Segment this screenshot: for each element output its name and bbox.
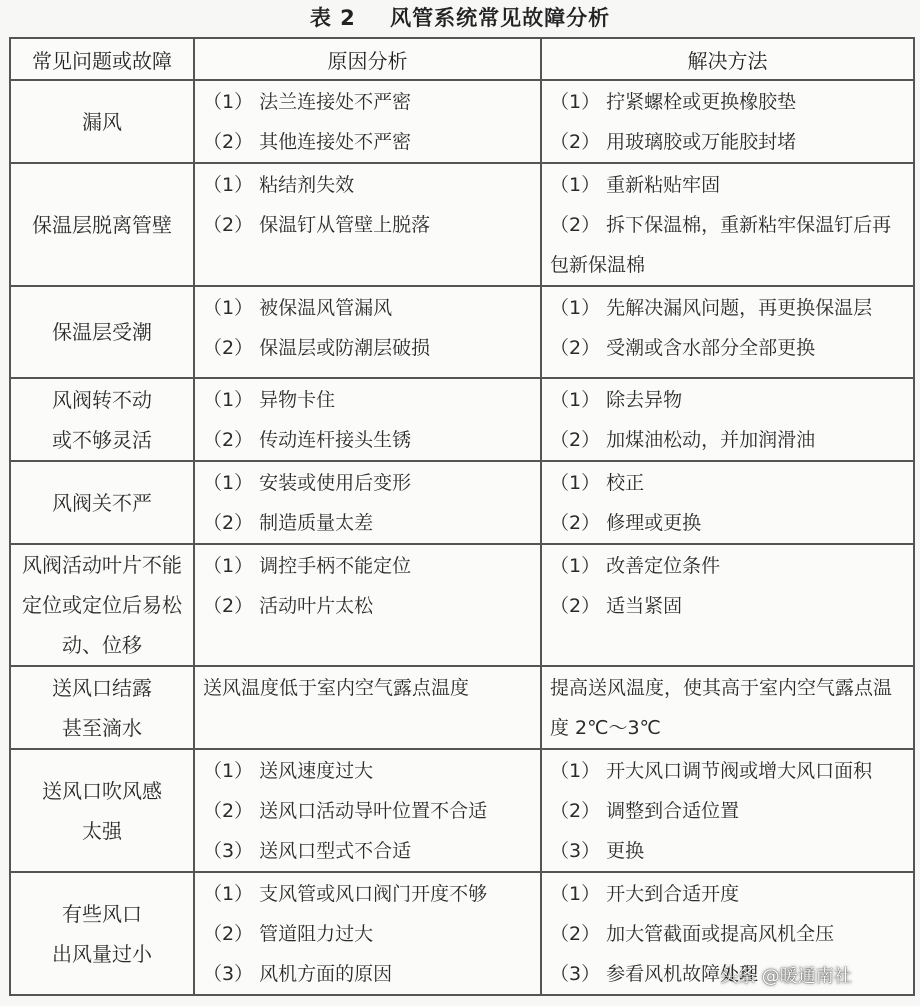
problem-text: 太强 (82, 818, 122, 843)
solution-item (550, 874, 905, 914)
cause-cell (194, 872, 541, 995)
item-text: 加煤油松动，并加润滑油 (606, 429, 816, 451)
problem-text: 保温层受潮 (52, 320, 152, 344)
problem-text: 出风量过小 (52, 941, 152, 966)
item-text: 被保温风管漏风 (259, 297, 393, 319)
solution-item (550, 122, 905, 162)
item-number: （2） (203, 429, 254, 451)
item-number: （1） (203, 760, 254, 782)
item-text: 调控手柄不能定位 (259, 555, 412, 577)
item-number: （3） (203, 840, 254, 862)
solution-item (550, 751, 905, 791)
problem-cell (10, 749, 194, 872)
table-row (10, 666, 914, 749)
solution-cell (541, 80, 914, 163)
cause-item (203, 82, 532, 122)
problem-cell (10, 666, 194, 749)
item-number: （1） (550, 91, 601, 113)
cause-item (203, 165, 532, 205)
problem-text: 风阀转不动 (52, 387, 152, 412)
solution-cell (541, 286, 914, 378)
item-text: 更换 (606, 840, 645, 862)
problem-cell (10, 461, 194, 544)
fault-analysis-table (9, 37, 915, 996)
cause-item (203, 288, 532, 328)
item-text: 修理或更换 (606, 512, 702, 534)
cause-item (203, 546, 532, 586)
watermark: 头条 @暖通南社 (720, 966, 852, 987)
item-number: （1） (550, 472, 601, 494)
solution-item (550, 586, 905, 626)
item-text: 送风口活动导叶位置不合适 (259, 800, 488, 822)
cause-item (203, 874, 532, 914)
cause-item (203, 751, 532, 791)
cause-item (203, 668, 532, 708)
table-caption (0, 2, 920, 34)
cause-item (203, 831, 532, 871)
cause-cell (194, 286, 541, 378)
item-number: （1） (203, 883, 254, 905)
cause-cell (194, 378, 541, 461)
item-number: （2） (550, 429, 601, 451)
item-number: （1） (203, 174, 254, 196)
cause-item (203, 954, 532, 994)
problem-text: 甚至滴水 (62, 715, 142, 740)
solution-item (550, 82, 905, 122)
item-text: 粘结剂失效 (259, 174, 355, 196)
item-text: 开大到合适开度 (606, 883, 740, 905)
item-number: （1） (203, 389, 254, 411)
solution-item (550, 503, 905, 543)
item-text: 适当紧固 (606, 595, 683, 617)
problem-cell (10, 378, 194, 461)
solution-item (550, 668, 905, 748)
solution-cell (541, 544, 914, 666)
item-number: （2） (550, 595, 601, 617)
item-number: （2） (203, 131, 254, 153)
cause-cell (194, 163, 541, 286)
problem-text: 保温层脱离管壁 (32, 212, 172, 237)
header-problem: 常见问题或故障 (10, 38, 194, 80)
item-text: 送风温度低于室内空气露点温度 (203, 677, 470, 699)
item-number: （1） (550, 883, 601, 905)
item-number: （1） (550, 555, 601, 577)
item-number: （1） (203, 91, 254, 113)
item-number: （2） (550, 337, 601, 359)
item-text: 拆下保温棉，重新粘牢保温钉后再包新保温棉 (550, 214, 892, 276)
cause-cell (194, 461, 541, 544)
item-text: 风机方面的原因 (259, 963, 393, 985)
item-text: 受潮或含水部分全部更换 (606, 337, 816, 359)
item-number: （1） (550, 174, 601, 196)
item-text: 传动连杆接头生锈 (259, 429, 412, 451)
solution-item (550, 328, 905, 368)
table-row (10, 286, 914, 378)
problem-text: 或不够灵活 (52, 427, 152, 452)
table-row (10, 378, 914, 461)
table-row (10, 544, 914, 666)
item-number: （2） (550, 923, 601, 945)
item-text: 校正 (606, 472, 645, 494)
solution-item (550, 914, 905, 954)
item-text: 管道阻力过大 (259, 923, 374, 945)
table-row (10, 749, 914, 872)
cause-item (203, 420, 532, 460)
item-text: 除去异物 (606, 389, 683, 411)
item-number: （3） (550, 840, 601, 862)
cause-item (203, 791, 532, 831)
item-number: （1） (550, 389, 601, 411)
item-text: 调整到合适位置 (606, 800, 740, 822)
problem-text: 风阀活动叶片不能 (22, 553, 182, 577)
table-number: 表 2 (309, 6, 356, 30)
problem-cell (10, 286, 194, 378)
item-text: 保温钉从管壁上脱落 (259, 214, 431, 236)
item-text: 送风口型式不合适 (259, 840, 412, 862)
cause-item (203, 328, 532, 368)
problem-text: 定位或定位后易松 (22, 593, 182, 617)
solution-item (550, 380, 905, 420)
item-text: 保温层或防潮层破损 (259, 337, 431, 359)
cause-item (203, 463, 532, 503)
item-number: （3） (550, 963, 601, 985)
item-number: （2） (203, 595, 254, 617)
solution-item (550, 165, 905, 205)
header-solution: 解决方法 (541, 38, 914, 80)
item-text: 法兰连接处不严密 (259, 91, 412, 113)
problem-cell (10, 163, 194, 286)
cause-item (203, 380, 532, 420)
solution-item (550, 420, 905, 460)
solution-item (550, 831, 905, 871)
problem-cell (10, 80, 194, 163)
solution-cell (541, 461, 914, 544)
item-text: 支风管或风口阀门开度不够 (259, 883, 488, 905)
item-number: （2） (203, 214, 254, 236)
item-text: 制造质量太差 (259, 512, 374, 534)
table-body (10, 80, 914, 995)
problem-text: 送风口吹风感 (42, 778, 162, 803)
item-text: 加大管截面或提高风机全压 (606, 923, 835, 945)
item-text: 提高送风温度，使其高于室内空气露点温度 2℃～3℃ (550, 677, 893, 739)
problem-cell (10, 544, 194, 666)
cause-item (203, 503, 532, 543)
item-number: （1） (550, 760, 601, 782)
item-text: 异物卡住 (259, 389, 336, 411)
table-row (10, 163, 914, 286)
cause-cell (194, 544, 541, 666)
item-number: （2） (203, 337, 254, 359)
item-number: （1） (550, 297, 601, 319)
item-number: （1） (203, 472, 254, 494)
solution-item (550, 205, 905, 285)
item-number: （3） (203, 963, 254, 985)
header-cause: 原因分析 (194, 38, 541, 80)
table-row (10, 80, 914, 163)
item-number: （2） (203, 800, 254, 822)
item-number: （2） (550, 131, 601, 153)
problem-text: 风阀关不严 (52, 490, 152, 515)
solution-cell (541, 749, 914, 872)
table-row (10, 461, 914, 544)
cause-item (203, 205, 532, 245)
problem-text: 漏风 (82, 109, 122, 134)
problem-text: 动、位移 (62, 633, 142, 657)
cause-item (203, 122, 532, 162)
item-text: 用玻璃胶或万能胶封堵 (606, 131, 797, 153)
item-number: （2） (550, 214, 601, 236)
item-text: 活动叶片太松 (259, 595, 374, 617)
cause-item (203, 914, 532, 954)
cause-cell (194, 80, 541, 163)
item-text: 拧紧螺栓或更换橡胶垫 (606, 91, 797, 113)
item-text: 其他连接处不严密 (259, 131, 412, 153)
item-number: （2） (550, 800, 601, 822)
item-text: 先解决漏风问题，再更换保温层 (606, 297, 873, 319)
item-number: （2） (550, 512, 601, 534)
cause-cell (194, 666, 541, 749)
item-number: （2） (203, 512, 254, 534)
problem-text: 送风口结露 (52, 675, 152, 700)
item-text: 开大风口调节阀或增大风口面积 (606, 760, 873, 782)
item-text: 参看风机故障处理 (606, 963, 759, 985)
item-text: 安装或使用后变形 (259, 472, 412, 494)
table-header-row (10, 38, 914, 80)
solution-item (550, 288, 905, 328)
problem-cell (10, 872, 194, 995)
table-title: 风管系统常见故障分析 (390, 6, 611, 30)
cause-cell (194, 749, 541, 872)
solution-item (550, 791, 905, 831)
problem-text: 有些风口 (62, 901, 142, 926)
item-text: 改善定位条件 (606, 555, 721, 577)
solution-cell (541, 666, 914, 749)
solution-cell (541, 378, 914, 461)
item-text: 送风速度过大 (259, 760, 374, 782)
item-number: （1） (203, 297, 254, 319)
cause-item (203, 586, 532, 626)
solution-cell (541, 163, 914, 286)
solution-item (550, 463, 905, 503)
solution-item (550, 546, 905, 586)
item-number: （2） (203, 923, 254, 945)
item-text: 重新粘贴牢固 (606, 174, 721, 196)
item-number: （1） (203, 555, 254, 577)
